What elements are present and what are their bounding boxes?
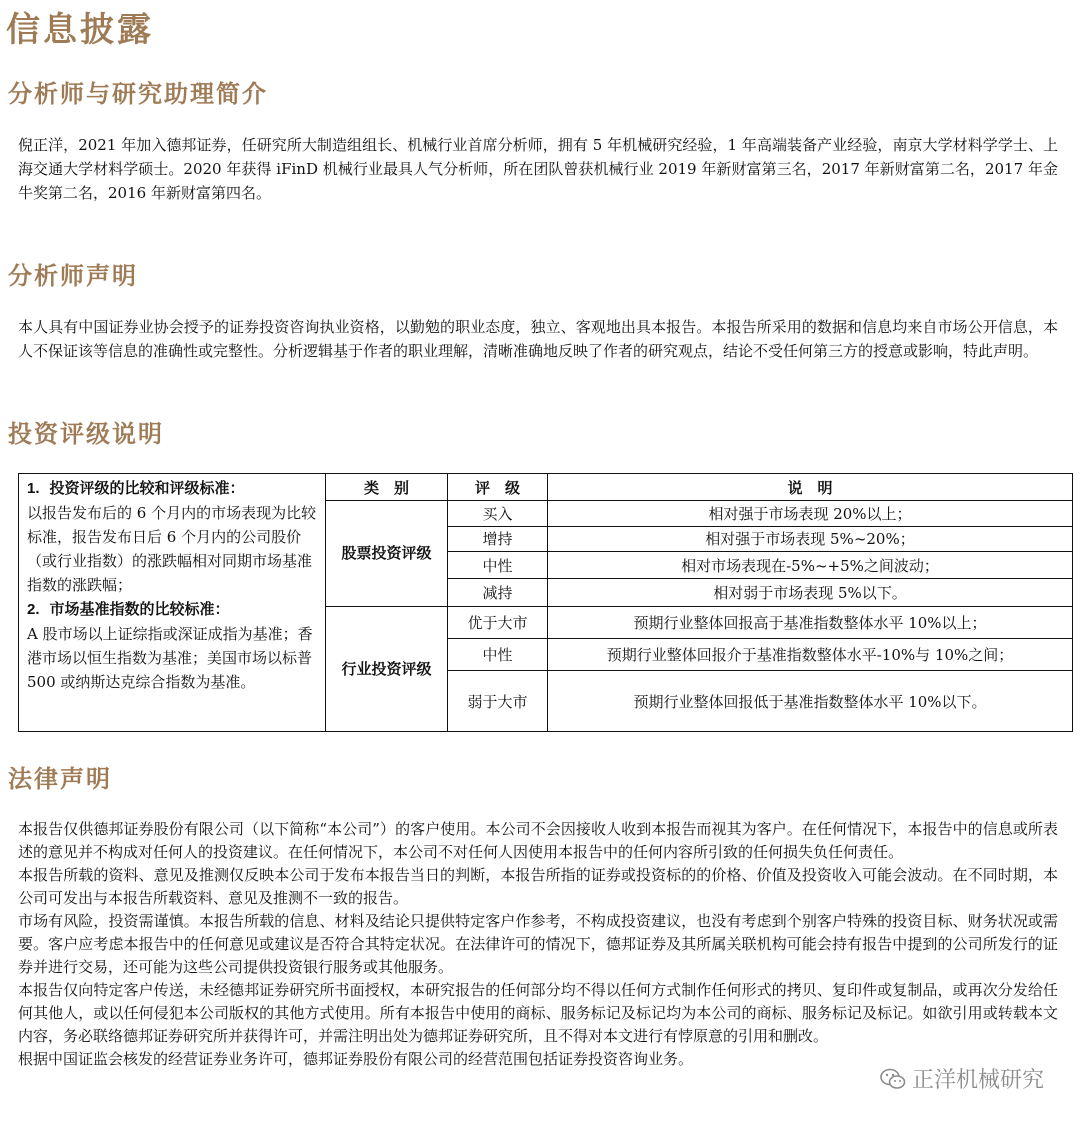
- watermark-text: 正洋机械研究: [911, 1068, 1044, 1093]
- wechat-icon: [880, 1068, 906, 1090]
- criteria-item-2-title: [27, 597, 319, 622]
- stock-rating-category: 股票投资评级: [326, 501, 448, 606]
- rating-cell: 中性: [448, 638, 548, 670]
- criteria-item-1-text: 以报告发布后的 6 个月内的市场表现为比较标准，报告发布日后 6 个月内的公司股价（或行业指数）的涨跌幅相对同期市场基准指数的涨跌幅；: [27, 504, 317, 594]
- rating-cell: 优于大市: [448, 606, 548, 638]
- rating-table-header-row: [19, 474, 1073, 501]
- industry-rating-category: 行业投资评级: [326, 606, 448, 732]
- watermark: [880, 1063, 1044, 1094]
- column-header-category: 类 别: [326, 474, 448, 501]
- legal-paragraph-4: 本报告仅向特定客户传送，未经德邦证券研究所书面授权，本研究报告的任何部分均不得以任何方式制作任何形式的拷贝、复印件或复制品，或再次分发给任何其他人，或以任何侵犯本公司版权的其他方式使用。所有本报告中使用的商标、服务标记及标记均为本公司的商标、服务标记及标记。如欲引用或转载本文内容，务必联络德邦证券研究所并获得许可，并需注明出处为德邦证券研究所，且不得对本文进行有悖原意的引用和删改。: [18, 981, 1058, 1045]
- column-header-rating: 评 级: [448, 474, 548, 501]
- rating-cell: 增持: [448, 526, 548, 551]
- page-title: 信息披露: [6, 10, 154, 50]
- legal-text: [18, 818, 1058, 1071]
- rating-table: [18, 473, 1073, 732]
- rating-cell: 买入: [448, 501, 548, 526]
- column-header-description: 说 明: [548, 474, 1073, 501]
- rating-heading: 投资评级说明: [8, 419, 164, 448]
- criteria-item-2-text: A 股市场以上证综指或深证成指为基准；香港市场以恒生指数为基准；美国市场以标普 500 或纳斯达克综合指数为基准。: [27, 625, 313, 691]
- criteria-item-2-number: 2.: [27, 601, 40, 618]
- analyst-statement-paragraph: 本人具有中国证券业协会授予的证券投资咨询执业资格，以勤勉的职业态度，独立、客观地出具本报告。本报告所采用的数据和信息均来自市场公开信息，本人不保证该等信息的准确性或完整性。分析逻辑基于作者的职业理解，清晰准确地反映了作者的研究观点，结论不受任何第三方的授意或影响，特此声明。: [18, 318, 1058, 360]
- analyst-intro-paragraph: 倪正洋，2021 年加入德邦证券，任研究所大制造组组长、机械行业首席分析师，拥有 5 年机械研究经验，1 年高端装备产业经验，南京大学材料学学士、上海交通大学材料学硕士。2020 年获得 iFinD 机械行业最具人气分析师，所在团队曾获机械行业 2019 年新财富第三名，2017 年新财富第二名，2017 年金牛奖第二名，2016 年新财富第四名。: [18, 136, 1058, 202]
- description-cell: 相对强于市场表现 20%以上；: [548, 501, 1073, 526]
- analyst-statement-text: [18, 315, 1058, 363]
- rating-cell: 减持: [448, 579, 548, 606]
- rating-cell: 中性: [448, 551, 548, 578]
- legal-paragraph-2: 本报告所载的资料、意见及推测仅反映本公司于发布本报告当日的判断，本报告所指的证券或投资标的的价格、价值及投资收入可能会波动。在不同时期，本公司可发出与本报告所载资料、意见及推测不一致的报告。: [18, 866, 1058, 907]
- analyst-intro-text: [18, 133, 1058, 205]
- rating-cell: 弱于大市: [448, 671, 548, 732]
- legal-heading: 法律声明: [8, 764, 112, 793]
- analyst-statement-heading: 分析师声明: [8, 261, 138, 290]
- legal-paragraph-5: 根据中国证监会核发的经营证券业务许可，德邦证券股份有限公司的经营范围包括证券投资咨询业务。: [18, 1050, 694, 1068]
- legal-paragraph-3: 市场有风险，投资需谨慎。本报告所载的信息、材料及结论只提供特定客户作参考，不构成投资建议，也没有考虑到个别客户特殊的投资目标、财务状况或需要。客户应考虑本报告中的任何意见或建议是否符合其特定状况。在法律许可的情况下，德邦证券及其所属关联机构可能会持有报告中提到的公司所发行的证券并进行交易，还可能为这些公司提供投资银行服务或其他服务。: [18, 912, 1058, 976]
- description-cell: 预期行业整体回报介于基准指数整体水平-10%与 10%之间；: [548, 638, 1073, 670]
- description-cell: 预期行业整体回报低于基准指数整体水平 10%以下。: [548, 671, 1073, 732]
- criteria-item-1-heading: 投资评级的比较和评级标准：: [49, 479, 245, 497]
- description-cell: 预期行业整体回报高于基准指数整体水平 10%以上；: [548, 606, 1073, 638]
- analyst-intro-heading: 分析师与研究助理简介: [8, 79, 268, 108]
- rating-criteria-cell: [19, 474, 326, 732]
- description-cell: 相对市场表现在-5%~+5%之间波动；: [548, 551, 1073, 578]
- criteria-item-1-number: 1.: [27, 480, 40, 497]
- criteria-item-2-heading: 市场基准指数的比较标准：: [49, 600, 230, 618]
- criteria-item-1-title: [27, 476, 319, 501]
- description-cell: 相对弱于市场表现 5%以下。: [548, 579, 1073, 606]
- legal-paragraph-1: 本报告仅供德邦证券股份有限公司（以下简称“本公司”）的客户使用。本公司不会因接收人收到本报告而视其为客户。在任何情况下，本报告中的信息或所表述的意见并不构成对任何人的投资建议。在任何情况下，本公司不对任何人因使用本报告中的任何内容所引致的任何损失负任何责任。: [18, 820, 1058, 861]
- description-cell: 相对强于市场表现 5%~20%；: [548, 526, 1073, 551]
